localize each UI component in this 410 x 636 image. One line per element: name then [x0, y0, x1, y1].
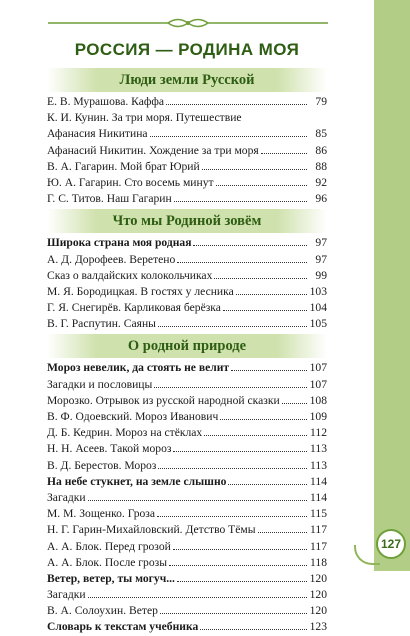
toc-entry: [47, 490, 327, 506]
dot-leader: [158, 459, 307, 469]
table-of-contents: [47, 34, 327, 636]
section-title: Что мы Родиной зовём: [47, 209, 327, 233]
dot-leader: [174, 192, 307, 202]
entry-page-number: 79: [315, 95, 327, 108]
dot-leader: [244, 111, 307, 121]
dot-leader: [282, 394, 307, 404]
toc-entry: [47, 425, 327, 441]
entry-page-number: 114: [310, 490, 327, 504]
dot-leader: [158, 317, 307, 327]
entry-page-number: 112: [310, 426, 327, 440]
dot-leader: [200, 620, 307, 630]
entry-title: А. А. Блок. Перед грозой: [47, 539, 171, 553]
dot-leader: [157, 507, 307, 517]
entry-page-number: 85: [315, 127, 327, 141]
dot-leader: [193, 236, 307, 246]
toc-entry: [47, 458, 327, 474]
toc-entry: [47, 110, 327, 126]
toc-entry: [47, 143, 327, 159]
entry-title: В. Д. Берестов. Мороз: [47, 458, 157, 472]
entry-title: Афанасий Никитин. Хождение за три моря: [47, 143, 259, 157]
toc-entry: [47, 474, 327, 490]
entry-title: Афанасия Никитина: [47, 127, 148, 141]
entry-title: Загадки: [47, 588, 86, 602]
entry-title: Мороз невелик, да стоять не велит: [47, 361, 230, 375]
entry-page-number: 105: [309, 317, 327, 331]
toc-entry: [47, 555, 327, 571]
entry-page-number: 103: [309, 284, 327, 298]
entry-title: К. И. Кунин. За три моря. Путешествие: [47, 111, 242, 125]
entry-title: Ю. А. Гагарин. Сто восемь минут: [47, 175, 214, 189]
entry-title: В. А. Солоухин. Ветер: [47, 604, 158, 618]
entry-title: Н. Н. Асеев. Такой мороз: [47, 442, 172, 456]
entry-page-number: 97: [315, 236, 327, 250]
toc-entry: [47, 571, 327, 587]
dot-leader: [88, 491, 307, 501]
section-entry-list: [47, 235, 327, 332]
entry-title: В. А. Гагарин. Мой брат Юрий: [47, 159, 200, 173]
dot-leader: [258, 523, 307, 533]
toc-sections: [47, 68, 327, 636]
header-ornament: [44, 16, 332, 30]
dot-leader: [204, 426, 307, 436]
entry-page-number: 118: [310, 555, 327, 569]
entry-page-number: 113: [310, 442, 327, 456]
entry-page-number: 114: [310, 474, 327, 488]
entry-page-number: 107: [309, 377, 327, 391]
dot-leader: [228, 475, 307, 485]
toc-entry: [47, 252, 327, 268]
dot-leader: [173, 442, 307, 452]
dot-leader: [150, 127, 307, 137]
entry-title: Морозко. Отрывок из русской народной сказки: [47, 393, 280, 407]
entry-page-number: 120: [309, 588, 327, 602]
entry-title: А. Д. Дорофеев. Веретено: [47, 252, 176, 266]
entry-page-number: 97: [315, 252, 327, 266]
toc-entry: [47, 268, 327, 284]
toc-entry: [47, 94, 327, 110]
toc-entry: [47, 284, 327, 300]
entry-page-number: 123: [309, 620, 327, 634]
dot-leader: [231, 361, 307, 371]
toc-entry: [47, 506, 327, 522]
entry-title: Г. Я. Снегирёв. Карликовая берёзка: [47, 301, 221, 315]
entry-title: А. А. Блок. После грозы: [47, 555, 168, 569]
entry-page-number: 104: [309, 301, 327, 315]
entry-page-number: 117: [310, 523, 327, 537]
dot-leader: [177, 253, 307, 263]
toc-entry: [47, 587, 327, 603]
dot-leader: [154, 378, 307, 388]
dot-leader: [223, 301, 307, 311]
toc-entry: [47, 441, 327, 457]
entry-page-number: 108: [309, 393, 327, 407]
dot-leader: [216, 176, 307, 186]
entry-title: Широка страна моя родная: [47, 236, 192, 250]
entry-title: В. Ф. Одоевский. Мороз Иванович: [47, 410, 219, 423]
toc-entry: [47, 126, 327, 142]
toc-entry: [47, 603, 327, 619]
entry-page-number: 120: [309, 571, 327, 585]
entry-title: М. Я. Бородицкая. В гостях у лесника: [47, 284, 234, 298]
entry-title: Д. Б. Кедрин. Мороз на стёклах: [47, 426, 203, 440]
dot-leader: [236, 285, 307, 295]
toc-entry: [47, 360, 327, 376]
entry-page-number: 115: [310, 507, 327, 521]
toc-entry: [47, 159, 327, 175]
toc-entry: [47, 235, 327, 251]
entry-title: Словарь к текстам учебника: [47, 620, 199, 634]
dot-leader: [169, 556, 307, 566]
section-entry-list: [47, 360, 327, 635]
dot-leader: [173, 540, 307, 550]
section-title: Люди земли Русской: [47, 68, 327, 92]
toc-entry: [47, 300, 327, 316]
entry-title: Н. Г. Гарин-Михайловский. Детство Тёмы: [47, 523, 256, 537]
page-title: РОССИЯ — РОДИНА МОЯ: [74, 40, 300, 59]
dot-leader: [160, 604, 307, 614]
toc-entry: [47, 619, 327, 635]
entry-page-number: 109: [309, 410, 327, 423]
dot-leader: [166, 95, 307, 105]
toc-entry: [47, 316, 327, 332]
entry-page-number: 88: [315, 159, 327, 173]
entry-page-number: 92: [315, 175, 327, 189]
entry-title: На небе стукнет, на земле слышно: [47, 474, 227, 488]
toc-entry: [47, 409, 327, 425]
entry-page-number: 107: [309, 361, 327, 375]
toc-entry: [47, 522, 327, 538]
entry-page-number: 120: [309, 604, 327, 618]
toc-entry: [47, 539, 327, 555]
entry-page-number: 86: [315, 143, 327, 157]
dot-leader: [220, 410, 307, 420]
entry-title: Сказ о валдайских колокольчиках: [47, 268, 213, 282]
entry-page-number: 99: [315, 268, 327, 282]
dot-leader: [214, 269, 307, 279]
dot-leader: [88, 588, 307, 598]
entry-title: Загадки: [47, 490, 86, 504]
dot-leader: [177, 572, 307, 582]
side-color-band: [374, 0, 410, 571]
entry-title: М. М. Зощенко. Гроза: [47, 507, 156, 521]
dot-leader: [261, 144, 307, 154]
entry-page-number: 113: [310, 458, 327, 472]
entry-title: Г. С. Титов. Наш Гагарин: [47, 192, 172, 206]
entry-page-number: 117: [310, 539, 327, 553]
entry-page-number: 96: [315, 192, 327, 206]
entry-title: Е. В. Мурашова. Каффа: [47, 95, 164, 108]
toc-entry: [47, 393, 327, 409]
section-title: О родной природе: [47, 334, 327, 358]
dot-leader: [202, 160, 307, 170]
entry-title: Ветер, ветер, ты могуч...: [47, 571, 175, 585]
toc-entry: [47, 377, 327, 393]
toc-entry: [47, 191, 327, 207]
toc-entry: [47, 175, 327, 191]
section-entry-list: [47, 94, 327, 207]
page-number-badge: 127: [376, 529, 406, 559]
entry-title: Загадки и пословицы: [47, 377, 153, 391]
entry-title: В. Г. Распутин. Саяны: [47, 317, 156, 331]
